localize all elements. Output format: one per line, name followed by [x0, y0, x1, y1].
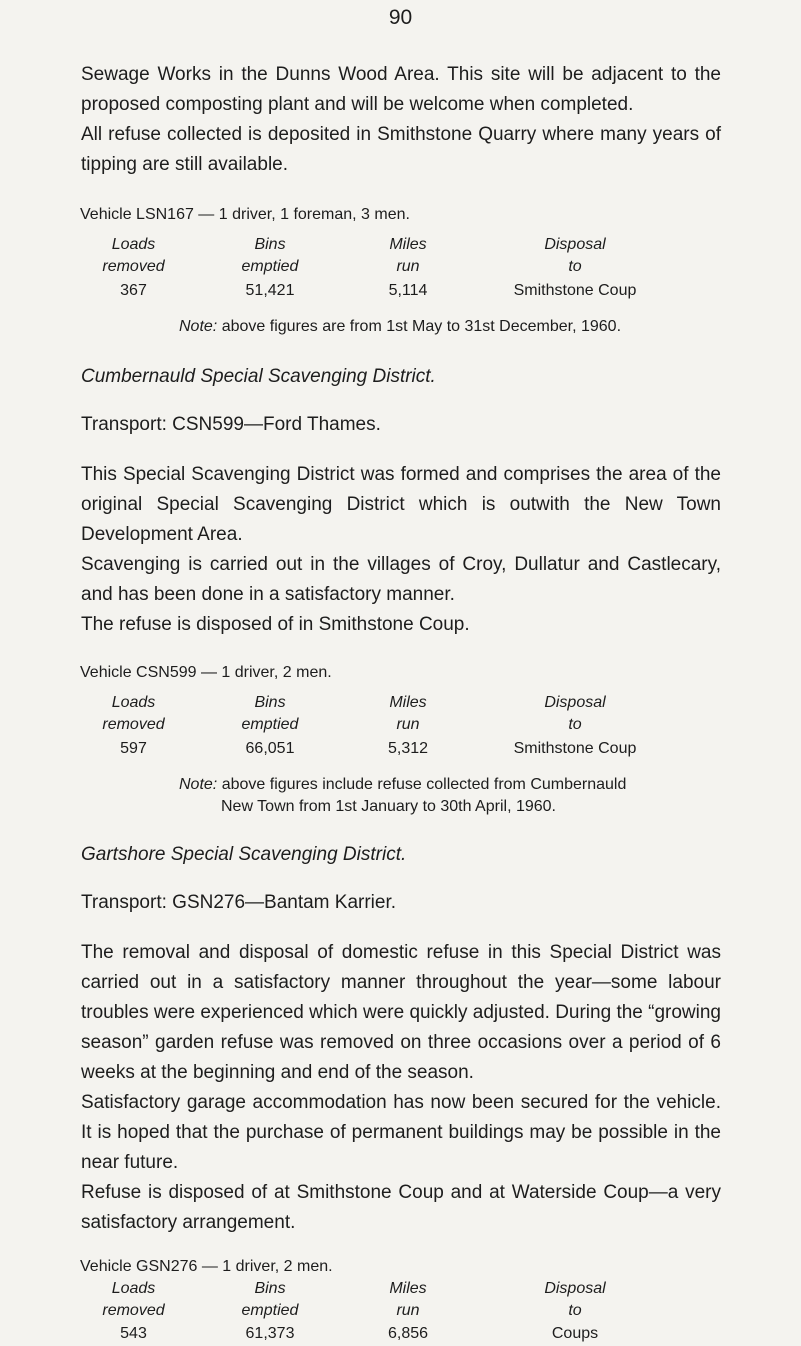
stats-table [79, 692, 721, 762]
header-run: run [396, 258, 420, 275]
header-bins: Bins [254, 694, 286, 711]
value-disposal: Smithstone Coup [513, 282, 637, 299]
header-bins: Bins [254, 1280, 286, 1297]
header-run: run [396, 716, 420, 733]
cumbernauld-paragraph-1: This Special Scavenging District was formed and comprises the area of the original Special Scavenging District which is outwith the New Town Development Area. [81, 464, 721, 545]
page-content [81, 60, 721, 1346]
vehicle-table-csn599 [79, 664, 721, 818]
note-text: above figures include refuse collected from Cumbernauld [221, 776, 627, 793]
header-disposal: Disposal [544, 694, 606, 711]
header-removed: removed [102, 716, 165, 733]
cumbernauld-paragraph-3: The refuse is disposed of in Smithstone Coup. [81, 614, 470, 635]
header-disposal: Disposal [544, 1280, 606, 1297]
stats-header-row-1 [79, 234, 721, 256]
value-bins: 51,421 [245, 282, 295, 299]
header-to: to [568, 1302, 582, 1319]
table-note-continued: New Town from 1st January to 30th April, 1960. [221, 798, 556, 815]
header-removed: removed [102, 258, 165, 275]
section-heading-cumbernauld: Cumbernauld Special Scavenging District. [81, 366, 436, 387]
section-heading-gartshore: Gartshore Special Scavenging District. [81, 844, 407, 865]
value-bins: 61,373 [245, 1325, 295, 1342]
stats-table [79, 234, 721, 304]
cumbernauld-paragraph-2: Scavenging is carried out in the villages of Croy, Dullatur and Castlecary, and has been done in a satisfactory manner. [81, 554, 721, 605]
gartshore-paragraph-3: Refuse is disposed of at Smithstone Coup and at Waterside Coup—a very satisfactory arrangement. [81, 1182, 721, 1233]
gartshore-paragraph-1: The removal and disposal of domestic refuse in this Special District was carried out in a satisfactory manner throughout the year—some labour troubles were experienced which were quickly adjusted. During the “growing season” garden refuse was removed on three occasions over a period of 6 weeks at the beginning and end of the season. [81, 942, 721, 1083]
header-loads: Loads [111, 236, 156, 253]
stats-data-row [79, 736, 721, 762]
header-bins: Bins [254, 236, 286, 253]
transport-line-gartshore: Transport: GSN276—Bantam Karrier. [81, 892, 397, 913]
vehicle-line: Vehicle CSN599 — 1 driver, 2 men. [80, 664, 332, 681]
value-loads: 367 [120, 282, 147, 299]
stats-table [79, 1278, 721, 1346]
header-loads: Loads [111, 694, 156, 711]
stats-header-row-1 [79, 692, 721, 714]
header-emptied: emptied [241, 1302, 299, 1319]
stats-header-row-2 [79, 256, 721, 278]
table-note [179, 318, 721, 336]
header-removed: removed [102, 1302, 165, 1319]
header-miles: Miles [389, 1280, 427, 1297]
value-miles: 5,114 [388, 282, 428, 299]
value-bins: 66,051 [245, 740, 295, 757]
stats-header-row-2 [79, 1300, 721, 1322]
header-emptied: emptied [241, 716, 299, 733]
header-miles: Miles [389, 694, 427, 711]
header-loads: Loads [111, 1280, 156, 1297]
value-disposal: Smithstone Coup [513, 740, 637, 757]
note-label: Note: [179, 318, 218, 335]
header-emptied: emptied [241, 258, 299, 275]
value-miles: 5,312 [387, 740, 429, 757]
page-number: 90 [388, 6, 413, 29]
transport-line-cumbernauld: Transport: CSN599—Ford Thames. [81, 414, 381, 435]
vehicle-table-lsn167 [79, 206, 721, 336]
gartshore-paragraph-2: Satisfactory garage accommodation has now been secured for the vehicle. It is hoped that the purchase of permanent buildings may be possible in the near future. [81, 1092, 721, 1173]
note-text: above figures are from 1st May to 31st December, 1960. [221, 318, 622, 335]
value-loads: 597 [120, 740, 147, 757]
value-loads: 543 [120, 1325, 147, 1342]
intro-paragraph-1: Sewage Works in the Dunns Wood Area. This site will be adjacent to the proposed composting plant and will be welcome when completed. [81, 64, 721, 115]
header-miles: Miles [389, 236, 427, 253]
vehicle-line: Vehicle LSN167 — 1 driver, 1 foreman, 3 men. [80, 206, 410, 223]
header-to: to [568, 716, 582, 733]
header-run: run [396, 1302, 420, 1319]
stats-header-row-2 [79, 714, 721, 736]
stats-data-row [79, 278, 721, 304]
table-note [179, 774, 721, 796]
stats-data-row [79, 1322, 721, 1346]
header-disposal: Disposal [544, 236, 606, 253]
header-to: to [568, 258, 582, 275]
vehicle-table-gsn276 [79, 1258, 721, 1346]
value-miles: 6,856 [387, 1325, 429, 1342]
stats-header-row-1 [79, 1278, 721, 1300]
note-label: Note: [179, 776, 218, 793]
value-disposal: Coups [551, 1325, 599, 1342]
intro-paragraph-2: All refuse collected is deposited in Smithstone Quarry where many years of tipping are still available. [81, 124, 721, 175]
vehicle-line: Vehicle GSN276 — 1 driver, 2 men. [80, 1258, 333, 1275]
